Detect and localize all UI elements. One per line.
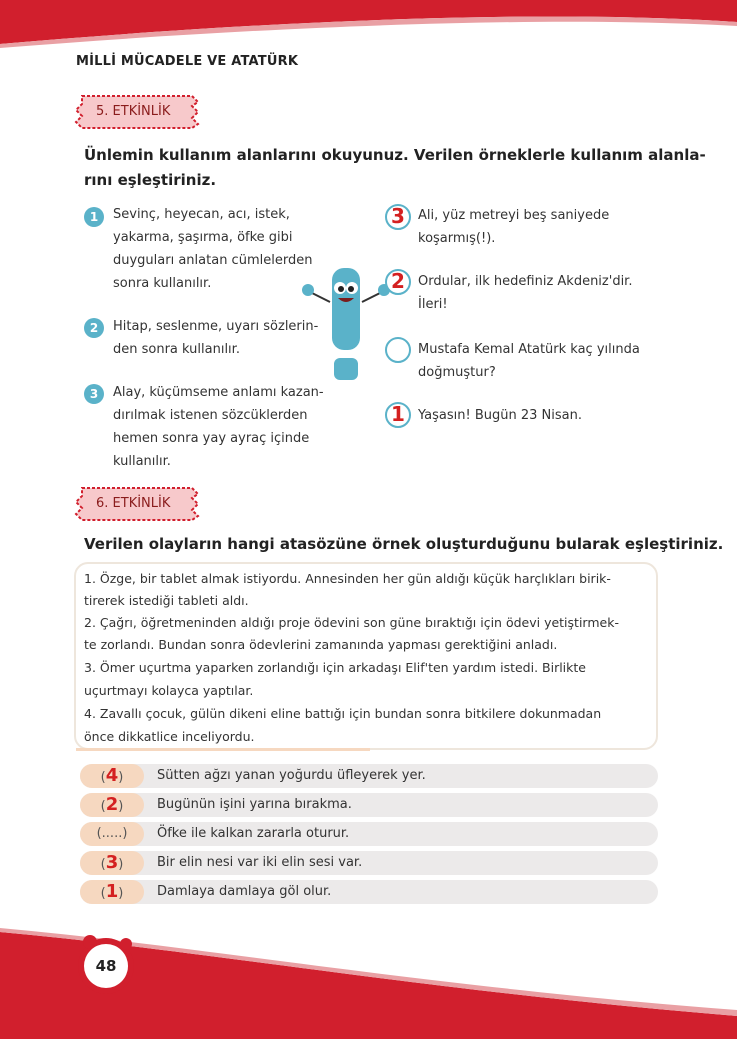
- event-line: te zorlandı. Bundan sonra ödevlerini zamanında yapması gerektiğini anladı.: [84, 637, 558, 652]
- handwritten-answer: 3: [105, 852, 119, 873]
- proverb-text: Damlaya damlaya göl olur.: [157, 884, 332, 899]
- activity5-instruction-line: rını eşleştiriniz.: [84, 171, 217, 189]
- example-line: Ordular, ilk hedefiniz Akdeniz'dir.: [418, 274, 633, 289]
- handwritten-answer: 1: [391, 402, 405, 426]
- handwritten-answer: 4: [105, 765, 119, 786]
- activity5-tag: [74, 94, 200, 130]
- example-line: Ali, yüz metreyi beş saniyede: [418, 208, 610, 223]
- paren-close: ): [118, 799, 124, 814]
- use-line: Alay, küçümseme anlamı kazan-: [113, 385, 324, 400]
- use-item: [113, 315, 318, 361]
- example-item: [418, 204, 609, 250]
- paren-close: ): [118, 886, 124, 901]
- use-number-badge: 2: [84, 318, 104, 338]
- use-line: kullanılır.: [113, 454, 171, 469]
- paren-close: ): [118, 857, 124, 872]
- event-line: 2. Çağrı, öğretmeninden aldığı proje ödevini son güne bıraktığı için ödevi yetiştirmek-: [84, 615, 619, 630]
- handwritten-answer: 2: [391, 269, 405, 293]
- event-line: 1. Özge, bir tablet almak istiyordu. Annesinden her gün aldığı küçük harçlıkları birik-: [84, 571, 611, 586]
- use-line: dırılmak istenen sözcüklerden: [113, 408, 308, 423]
- paren-close: ): [118, 770, 124, 785]
- use-line: den sonra kullanılır.: [113, 342, 240, 357]
- activity6-tag-label: 6. ETKİNLİK: [96, 496, 171, 511]
- example-line: doğmuştur?: [418, 365, 496, 380]
- handwritten-answer: 1: [105, 881, 119, 902]
- activity6-instruction: Verilen olayların hangi atasözüne örnek oluşturduğunu bularak eşleştiriniz.: [84, 535, 724, 553]
- proverb-text: Öfke ile kalkan zararla oturur.: [157, 826, 350, 841]
- page-number: 48: [84, 944, 128, 988]
- use-item: [113, 381, 324, 473]
- event-line: önce dikkatlice inceliyordu.: [84, 729, 255, 744]
- use-number-badge: 3: [84, 384, 104, 404]
- proverb-answer: [80, 793, 144, 817]
- use-line: sonra kullanılır.: [113, 276, 212, 291]
- event-line: 4. Zavallı çocuk, gülün dikeni eline battığı için bundan sonra bitkilere dokunmadan: [84, 706, 602, 721]
- example-item: [418, 338, 640, 384]
- proverb-text: Sütten ağzı yanan yoğurdu üfleyerek yer.: [157, 768, 426, 783]
- use-line: Hitap, seslenme, uyarı sözlerin-: [113, 319, 319, 334]
- paren-open: (: [100, 857, 106, 872]
- use-line: duyguları anlatan cümlelerden: [113, 253, 313, 268]
- paren-open: (: [100, 799, 106, 814]
- proverb-text: Bir elin nesi var iki elin sesi var.: [157, 855, 363, 870]
- paren-open: (: [100, 886, 106, 901]
- example-item: [418, 404, 582, 427]
- event-line: tirerek istediği tableti aldı.: [84, 593, 249, 608]
- proverb-answer: [80, 851, 144, 875]
- handwritten-answer: 3: [391, 204, 405, 228]
- event-line: uçurtmayı kolayca yaptılar.: [84, 683, 254, 698]
- use-line: Sevinç, heyecan, acı, istek,: [113, 207, 290, 222]
- event-line: 3. Ömer uçurtma yaparken zorlandığı için arkadaşı Elif'ten yardım istedi. Birlikte: [84, 660, 586, 675]
- activity6-tag: [74, 486, 200, 522]
- example-line: İleri!: [418, 297, 448, 312]
- header-band: [0, 0, 737, 60]
- proverb-text: Bugünün işini yarına bırakma.: [157, 797, 352, 812]
- handwritten-answer: 2: [105, 794, 119, 815]
- answer-circle[interactable]: [385, 337, 411, 363]
- use-item: [113, 203, 312, 295]
- example-line: Mustafa Kemal Atatürk kaç yılında: [418, 342, 640, 357]
- activity5-instruction: [84, 143, 706, 193]
- activity5-instruction-line: Ünlemin kullanım alanlarını okuyunuz. Verilen örneklerle kullanım alanla-: [84, 146, 706, 164]
- paren-open: (: [100, 770, 106, 785]
- exclamation-mascot-icon: [300, 262, 392, 384]
- use-line: yakarma, şaşırma, öfke gibi: [113, 230, 293, 245]
- example-item: [418, 270, 632, 316]
- proverb-answer: [80, 880, 144, 904]
- example-line: koşarmış(!).: [418, 231, 496, 246]
- proverb-answer: [80, 764, 144, 788]
- proverb-answer-blank: (.....): [96, 826, 128, 841]
- activity5-tag-label: 5. ETKİNLİK: [96, 104, 171, 119]
- example-line: Yaşasın! Bugün 23 Nisan.: [418, 408, 582, 423]
- section-title: MİLLİ MÜCADELE VE ATATÜRK: [76, 54, 299, 69]
- events-box-accent: [76, 748, 370, 751]
- use-number-badge: 1: [84, 207, 104, 227]
- use-line: hemen sonra yay ayraç içinde: [113, 431, 310, 446]
